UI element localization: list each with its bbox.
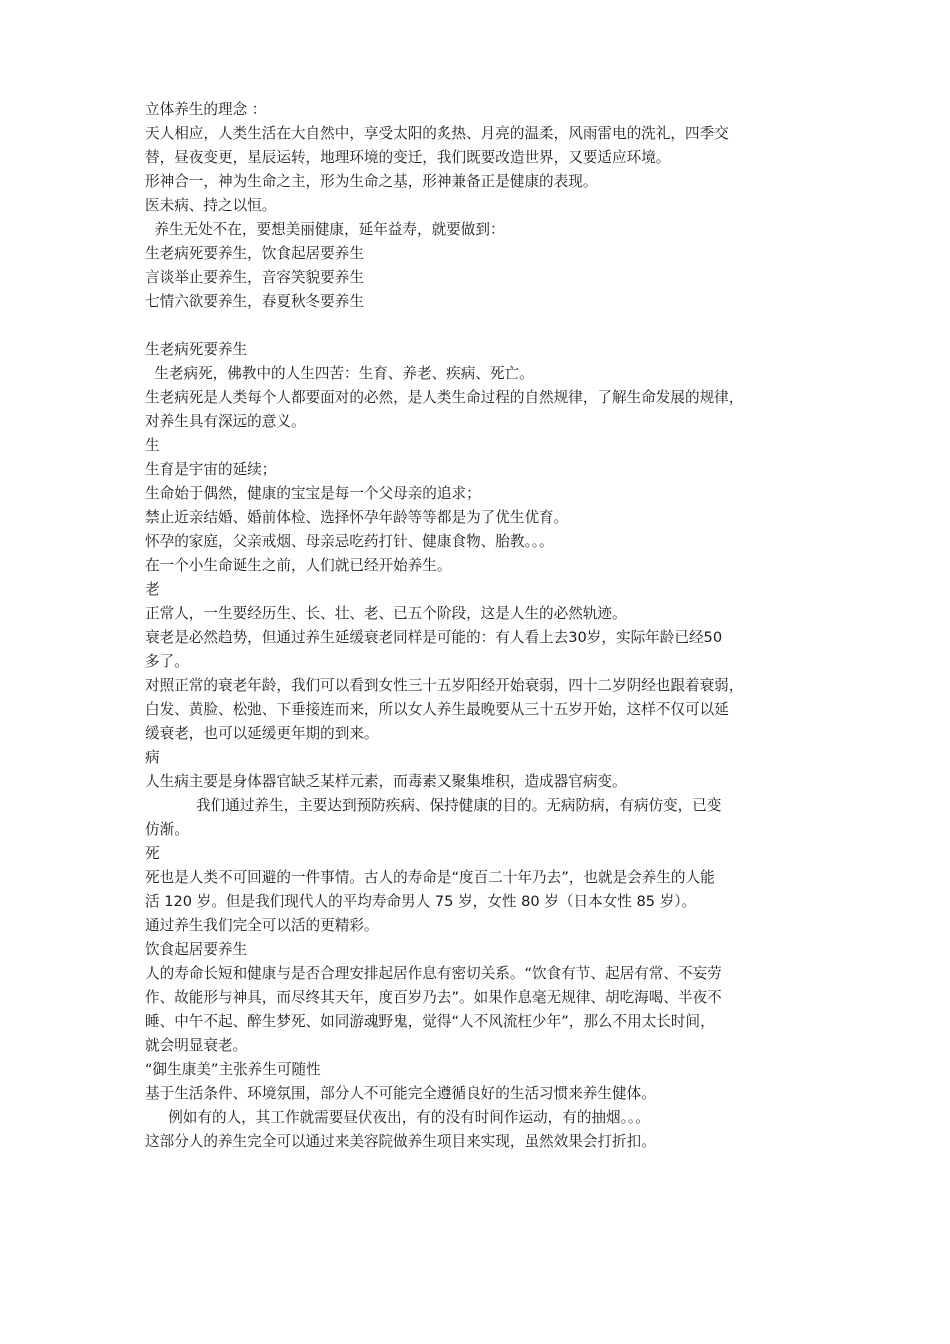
- paragraph-line: 我们通过养生，主要达到预防疾病、保持健康的目的。无病防病，有病仿变，已变: [145, 797, 722, 814]
- paragraph-line: 天人相应，人类生活在大自然中，享受太阳的炙热、月亮的温柔，风雨雷电的洗礼，四季交: [145, 125, 729, 142]
- paragraph-line: 人生病主要是身体器官缺乏某样元素，而毒素又聚集堆积，造成器官病变。: [145, 773, 627, 790]
- document-body: [145, 98, 821, 1154]
- paragraph-line: 多了。: [145, 653, 189, 670]
- paragraph-line: 作、故能形与神具，而尽终其天年，度百岁乃去”。如果作息毫无规律、胡吃海喝、半夜不: [145, 989, 722, 1006]
- paragraph-line: 对照正常的衰老年龄，我们可以看到女性三十五岁阳经开始衰弱，四十二岁阴经也跟着衰弱，: [145, 677, 744, 694]
- section-heading: 生老病死要养生: [145, 341, 248, 358]
- paragraph-line: 仿渐。: [145, 821, 189, 838]
- section-heading: “御生康美”主张养生可随性: [145, 1061, 321, 1078]
- paragraph-line: 对养生具有深远的意义。: [145, 413, 306, 430]
- paragraph-line: 这部分人的养生完全可以通过来美容院做养生项目来实现，虽然效果会打折扣。: [145, 1133, 656, 1150]
- subsection-heading: 生: [145, 437, 160, 454]
- paragraph-line: 医未病、持之以恒。: [145, 197, 277, 214]
- subsection-heading: 死: [145, 845, 160, 862]
- paragraph-line: 在一个小生命诞生之前，人们就已经开始养生。: [145, 557, 452, 574]
- paragraph-line: 活 120 岁。但是我们现代人的平均寿命男人 75 岁，女性 80 岁（日本女性 85 岁）。: [145, 893, 697, 910]
- paragraph-line: 言谈举止要养生，音容笑貌要养生: [145, 269, 364, 286]
- subsection-heading: 病: [145, 749, 160, 766]
- paragraph-line: 禁止近亲结婚、婚前体检、选择怀孕年龄等等都是为了优生优育。: [145, 509, 569, 526]
- paragraph-line: 怀孕的家庭，父亲戒烟、母亲忌吃药打针、健康食物、胎教。。。: [145, 533, 554, 550]
- paragraph-line: 生命始于偶然，健康的宝宝是每一个父母亲的追求；: [145, 485, 481, 502]
- paragraph-line: 生老病死是人类每个人都要面对的必然，是人类生命过程的自然规律，了解生命发展的规律，: [145, 389, 744, 406]
- paragraph-line: 替，昼夜变更，星辰运转，地理环境的变迁，我们既要改造世界，又要适应环境。: [145, 149, 671, 166]
- paragraph-line: 正常人，一生要经历生、长、壮、老、已五个阶段，这是人生的必然轨迹。: [145, 605, 627, 622]
- subsection-heading: 老: [145, 581, 160, 598]
- paragraph-line: 就会明显衰老。: [145, 1037, 248, 1054]
- paragraph-line: 例如有的人，其工作就需要昼伏夜出，有的没有时间作运动，有的抽烟。。。: [145, 1109, 650, 1126]
- paragraph-line: 睡、中午不起、醉生梦死、如同游魂野鬼，觉得“人不风流枉少年”，那么不用太长时间，: [145, 1013, 715, 1030]
- paragraph-line: 养生无处不在，要想美丽健康，延年益寿，就要做到：: [145, 221, 505, 238]
- heading-concept: 立体养生的理念 ：: [145, 101, 267, 118]
- paragraph-line: 生育是宇宙的延续；: [145, 461, 277, 478]
- paragraph-line: 形神合一，神为生命之主，形为生命之基，形神兼备正是健康的表现。: [145, 173, 598, 190]
- paragraph-line: 缓衰老，也可以延缓更年期的到来。: [145, 725, 379, 742]
- paragraph-line: 白发、黄脸、松弛、下垂接连而来，所以女人养生最晚要从三十五岁开始，这样不仅可以延: [145, 701, 729, 718]
- paragraph-line: 生老病死，佛教中的人生四苦：生育、养老、疾病、死亡。: [145, 365, 534, 382]
- paragraph-line: 七情六欲要养生，春夏秋冬要养生: [145, 293, 364, 310]
- blank-line: [145, 314, 821, 338]
- paragraph-line: 生老病死要养生，饮食起居要养生: [145, 245, 364, 262]
- paragraph-line: 衰老是必然趋势，但通过养生延缓衰老同样是可能的：有人看上去30岁，实际年龄已经50: [145, 629, 723, 646]
- paragraph-line: 死也是人类不可回避的一件事情。古人的寿命是“度百二十年乃去”，也就是会养生的人能: [145, 869, 715, 886]
- paragraph-line: 通过养生我们完全可以活的更精彩。: [145, 917, 379, 934]
- section-heading: 饮食起居要养生: [145, 941, 248, 958]
- paragraph-line: 基于生活条件、环境氛围，部分人不可能完全遵循良好的生活习惯来养生健体。: [145, 1085, 656, 1102]
- paragraph-line: 人的寿命长短和健康与是否合理安排起居作息有密切关系。“饮食有节、起居有常、不妄劳: [145, 965, 722, 982]
